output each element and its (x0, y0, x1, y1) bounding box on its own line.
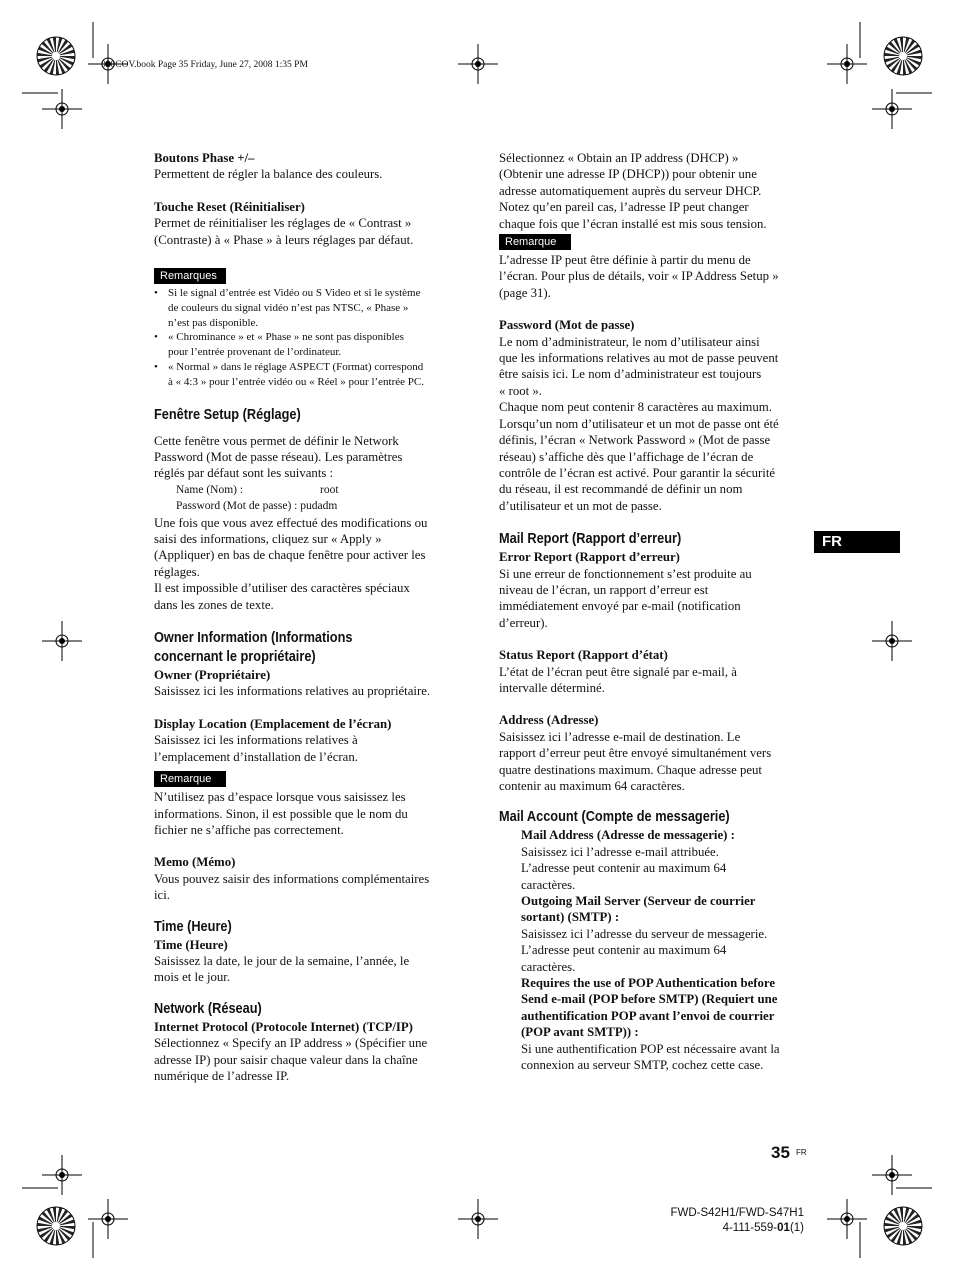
smtp-title: sortant) (SMTP) : (521, 910, 620, 925)
phase-text: Permettent de régler la balance des couleurs. (154, 167, 383, 182)
error-text: niveau de l’écran, un rapport d’erreur est (499, 582, 709, 597)
password-text: Lorsqu’un nom d’utilisateur et un mot de passe ont été (499, 416, 779, 431)
remarque-badge: Remarque (499, 234, 571, 250)
pop-title: Send e-mail (POP before SMTP) (Requiert une (521, 992, 778, 1007)
owner-heading: Owner Information (Informations (154, 630, 353, 647)
remarque-text: fichier ne s’affiche pas correctement. (154, 822, 344, 837)
smtp-text: caractères. (521, 959, 576, 974)
password-text: que les informations relatives au mot de passe peuvent (499, 351, 779, 366)
mail-address-text: Saisissez ici l’adresse e-mail attribuée. (521, 844, 719, 859)
smtp-title: Outgoing Mail Server (Serveur de courrier (521, 894, 756, 909)
password-text: « root ». (499, 383, 543, 398)
time-heading: Time (Heure) (154, 918, 232, 935)
reset-text: Permet de réinitialiser les réglages de « Contrast » (154, 216, 412, 231)
address-text: rapport d’erreur peut être envoyé simultanément vers (499, 746, 772, 761)
tcp-title: Internet Protocol (Protocole Internet) (TCP/IP) (154, 1019, 413, 1034)
dhcp-text: adresse automatiquement auprès du serveur DHCP. (499, 183, 762, 198)
reset-title: Touche Reset (Réinitialiser) (154, 199, 305, 214)
registration-dot (844, 61, 850, 67)
time-text: Saisissez la date, le jour de la semaine, l’année, le (154, 953, 410, 968)
registration-dot (59, 106, 65, 112)
registration-dot (105, 1216, 111, 1222)
model-line: FWD-S42H1/FWD-S47H1 (670, 1207, 804, 1219)
registration-dot (889, 1172, 895, 1178)
setup-text: réglés par défaut sont les suivants : (154, 466, 334, 481)
dhcp-text: Sélectionnez « Obtain an IP address (DHCP) » (499, 151, 739, 165)
memo-title: Memo (Mémo) (154, 855, 236, 870)
dhcp-text: Notez qu’en pareil cas, l’adresse IP peut changer (499, 200, 749, 215)
password-text: du réseau, il est recommandé de définir un nom (499, 482, 743, 497)
registration-dot (475, 1216, 481, 1222)
error-text: immédiatement envoyé par e-mail (notification (499, 599, 741, 614)
registration-dot (889, 106, 895, 112)
setup-heading: Fenêtre Setup (Réglage) (154, 406, 301, 423)
remarque-badge: Remarque (154, 771, 226, 787)
color-target-center (52, 52, 60, 60)
language-tab: FR (814, 531, 900, 553)
registration-dot (889, 638, 895, 644)
phase-title: Boutons Phase +/– (154, 151, 255, 165)
apply-text: Une fois que vous avez effectué des modifications ou (154, 515, 428, 530)
error-title: Error Report (Rapport d’erreur) (499, 550, 680, 565)
remarques-badge: Remarques (154, 268, 226, 284)
smtp-text: Saisissez ici l’adresse du serveur de messagerie. (521, 926, 768, 941)
password-text: Chaque nom peut contenir 8 caractères au maximum. (499, 400, 772, 415)
ip-text: l’écran. Pour plus de détails, voir « IP Address Setup » (499, 269, 779, 284)
color-target-center (52, 1222, 60, 1230)
pop-title: Requires the use of POP Authentication before (521, 976, 776, 991)
remarque-text: N’utilisez pas d’espace lorsque vous saisissez les (154, 790, 406, 805)
display-text: Saisissez ici les informations relatives à (154, 733, 358, 748)
apply-text: (Appliquer) en bas de chaque fenêtre pour activer les (154, 548, 426, 563)
time-title: Time (Heure) (154, 937, 228, 952)
ip-text: L’adresse IP peut être définie à partir du menu de (499, 253, 751, 268)
setup-text: Password (Mot de passe réseau). Les paramètres (154, 450, 403, 465)
password-text: Le nom d’administrateur, le nom d’utilisateur ainsi (499, 334, 760, 349)
pop-text: connexion au serveur SMTP, cochez cette case. (521, 1058, 764, 1073)
pop-title: authentification POP avant l’envoi de courrier (521, 1008, 775, 1023)
note-item: • « Chrominance » et « Phase » ne sont pas disponibles pour l’entrée provenant de l’ordinateur. (154, 330, 459, 360)
color-target-center (899, 1222, 907, 1230)
status-text: intervalle déterminé. (499, 680, 605, 695)
password-text: réseau) s’affiche dès que l’affichage de l’écran de (499, 449, 754, 464)
address-text: quatre destinations maximum. Chaque adresse peut (499, 762, 762, 777)
note-item: • « Normal » dans le réglage ASPECT (Format) correspond à « 4:3 » pour l’entrée vidéo ou « Réel » pour l’entrée PC. (154, 360, 459, 390)
header-note: 030COV.book Page 35 Friday, June 27, 2008 1:35 PM (101, 60, 308, 70)
apply-text: dans les zones de texte. (154, 597, 274, 612)
remarque-text: informations. Sinon, il est possible que le nom du (154, 806, 408, 821)
default-name-row: Name (Nom) : root (176, 483, 339, 496)
apply-text: réglages. (154, 564, 200, 579)
address-text: Saisissez ici l’adresse e-mail de destination. Le (499, 729, 741, 744)
owner-title: Owner (Propriétaire) (154, 668, 271, 683)
smtp-text: L’adresse peut contenir au maximum 64 (521, 943, 727, 958)
password-text: être saisis ici. Le nom d’administrateur est toujours (499, 367, 762, 382)
address-text: contenir au maximum 64 caractères. (499, 779, 685, 793)
setup-text: Cette fenêtre vous permet de définir le Network (154, 433, 399, 448)
password-text: contrôle de l’écran est activé. Pour garantir la sécurité (499, 465, 776, 480)
reset-text: (Contraste) à « Phase » à leurs réglages par défaut. (154, 232, 414, 247)
mail-address-title: Mail Address (Adresse de messagerie) : (521, 828, 735, 843)
apply-text: saisi des informations, cliquez sur « Apply » (154, 532, 382, 547)
dhcp-text: chaque fois que l’écran installé est mis sous tension. (499, 216, 767, 231)
notes-list (154, 286, 459, 390)
error-text: Si une erreur de fonctionnement s’est produite au (499, 566, 752, 581)
display-text: l’emplacement d’installation de l’écran. (154, 749, 358, 764)
password-text: définis, l’écran « Network Password » (Mot de passe (499, 433, 771, 448)
color-target-center (899, 52, 907, 60)
part-number: 4-111-559-01(1) (722, 1222, 804, 1234)
owner-text: Saisissez ici les informations relatives au propriétaire. (154, 684, 431, 699)
note-item: • Si le signal d’entrée est Vidéo ou S Video et si le système de couleurs du signal vidéo n’est pas NTSC, « Phase » n’est pas disponible. (154, 286, 459, 330)
error-text: d’erreur). (499, 615, 548, 630)
mail-address-text: L’adresse peut contenir au maximum 64 (521, 861, 727, 876)
pop-title: (POP avant SMTP)) : (521, 1025, 639, 1040)
page-number-suffix: FR (796, 1148, 807, 1157)
display-title: Display Location (Emplacement de l’écran) (154, 716, 392, 731)
registration-dot (844, 1216, 850, 1222)
mail-report-heading: Mail Report (Rapport d’erreur) (499, 531, 682, 548)
owner-heading: concernant le propriétaire) (154, 649, 316, 666)
apply-text: Il est impossible d’utiliser des caractères spéciaux (154, 581, 410, 596)
mail-address-text: caractères. (521, 877, 576, 892)
address-title: Address (Adresse) (499, 713, 599, 728)
network-heading: Network (Réseau) (154, 1000, 262, 1017)
password-text: d’utilisateur et un mot de passe. (499, 498, 662, 513)
tcp-text: adresse IP) pour saisir chaque valeur dans la chaîne (154, 1052, 418, 1067)
left-column (154, 150, 459, 1084)
status-text: L’état de l’écran peut être signalé par e-mail, à (499, 664, 737, 679)
tcp-text: Sélectionnez « Specify an IP address » (Spécifier une (154, 1036, 428, 1051)
mail-account-block (499, 827, 804, 1073)
page-number: 35 (771, 1143, 790, 1162)
model-footer (670, 1206, 804, 1236)
mail-account-heading: Mail Account (Compte de messagerie) (499, 809, 730, 826)
registration-dot (59, 1172, 65, 1178)
password-title: Password (Mot de passe) (499, 318, 635, 333)
status-title: Status Report (Rapport d’état) (499, 648, 668, 663)
dhcp-text: (Obtenir une adresse IP (DHCP)) pour obtenir une (499, 167, 757, 182)
registration-dot (475, 61, 481, 67)
pop-text: Si une authentification POP est nécessaire avant la (521, 1041, 780, 1056)
memo-text: Vous pouvez saisir des informations complémentaires (154, 871, 430, 886)
time-text: mois et le jour. (154, 970, 231, 985)
tcp-text: numérique de l’adresse IP. (154, 1068, 290, 1083)
right-column (499, 150, 804, 1074)
default-password-row: Password (Mot de passe) : pudadm (176, 500, 338, 513)
ip-text: (page 31). (499, 285, 551, 300)
registration-dot (59, 638, 65, 644)
memo-text: ici. (154, 888, 170, 903)
